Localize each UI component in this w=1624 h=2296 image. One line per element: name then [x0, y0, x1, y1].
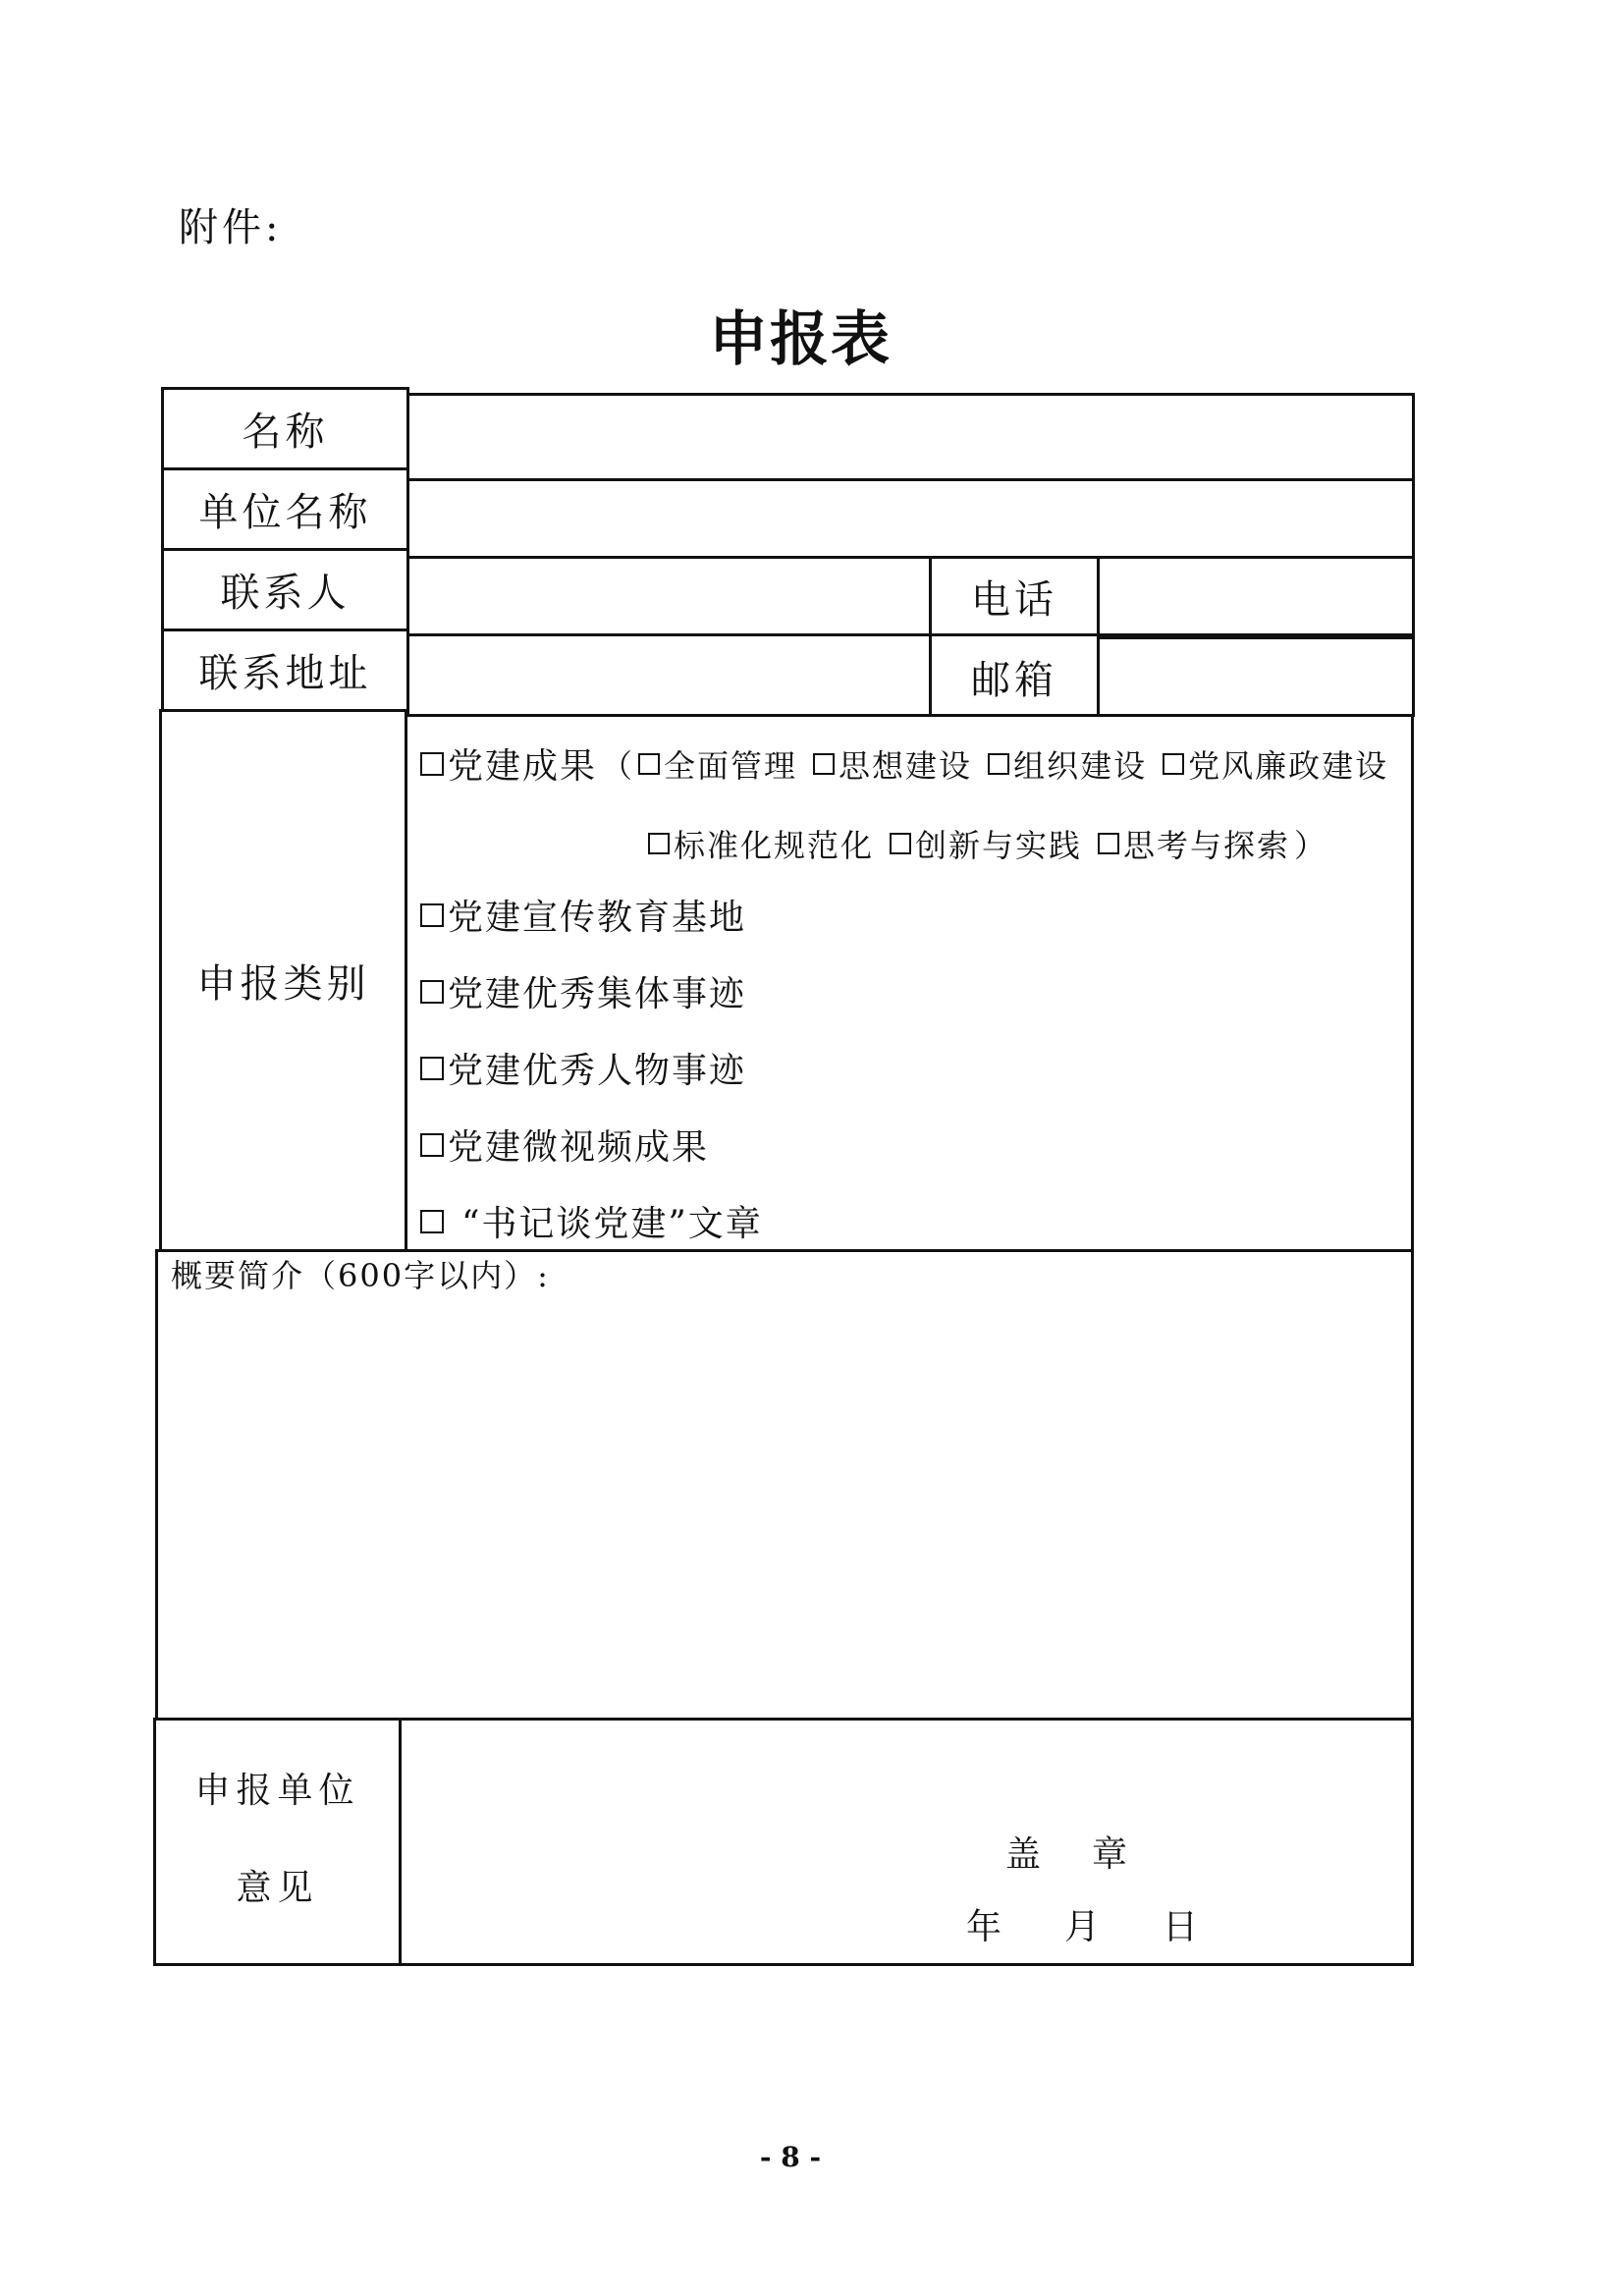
- sub-option-label: 思考与探索: [1123, 827, 1291, 864]
- category-label: 申报类别: [196, 961, 370, 1007]
- name-input-cell[interactable]: [406, 393, 1415, 481]
- sub-option-standardization[interactable]: [648, 821, 874, 866]
- seal-year-label: 年: [966, 1907, 1002, 1947]
- contact-input-cell[interactable]: [406, 556, 932, 636]
- category-option-party-results[interactable]: [420, 738, 1388, 789]
- sub-option-ideological-building[interactable]: [813, 741, 972, 787]
- sub-option-label: 思想建设: [839, 746, 973, 785]
- category-option-label: 党建宣传教育基地: [448, 898, 747, 938]
- contact-label: 联系人: [220, 571, 351, 616]
- name-label: 名称: [242, 410, 329, 455]
- page-number: - 8 -: [759, 2141, 822, 2173]
- checkbox-icon[interactable]: [420, 1057, 444, 1080]
- summary-label: 概要简介（600字以内）:: [171, 1257, 550, 1294]
- paren-open: （: [601, 746, 635, 785]
- category-option-label: 党建微视频成果: [448, 1127, 710, 1168]
- checkbox-icon[interactable]: [890, 833, 911, 854]
- attachment-label: 附件:: [179, 205, 283, 250]
- category-option-collective-deeds[interactable]: [420, 966, 746, 1016]
- phone-label: 电话: [971, 576, 1057, 623]
- sub-option-thinking-exploration[interactable]: [1098, 821, 1290, 866]
- address-label: 联系地址: [198, 651, 372, 696]
- sub-option-comprehensive-management[interactable]: [638, 741, 797, 787]
- paren-close: ）: [1294, 827, 1328, 864]
- opinion-label-cell: [153, 1718, 402, 1966]
- checkbox-icon[interactable]: [420, 1133, 444, 1157]
- sub-option-organizational-building[interactable]: [988, 741, 1147, 787]
- category-option-education-base[interactable]: [420, 890, 746, 940]
- opinion-label-line2: 意见: [236, 1867, 319, 1908]
- opinion-label-line1: 申报单位: [194, 1770, 360, 1811]
- email-label: 邮箱: [971, 657, 1057, 703]
- sub-option-label: 党风廉政建设: [1188, 746, 1389, 785]
- category-option-individual-deeds[interactable]: [420, 1043, 746, 1093]
- checkbox-icon[interactable]: [813, 753, 835, 775]
- email-input-cell[interactable]: [1097, 636, 1415, 717]
- sub-option-innovation-practice[interactable]: [890, 821, 1082, 866]
- summary-cell[interactable]: [155, 1249, 1414, 1721]
- category-option-label: “书记谈党建”文章: [461, 1204, 763, 1244]
- checkbox-icon[interactable]: [420, 980, 444, 1004]
- category-option-label: 党建优秀集体事迹: [448, 974, 747, 1014]
- category-option-label: 党建优秀人物事迹: [448, 1051, 747, 1091]
- seal-stamp-label: 盖 章: [1005, 1834, 1136, 1875]
- sub-option-integrity-building[interactable]: [1163, 741, 1388, 787]
- form-title: 申报表: [709, 305, 892, 374]
- checkbox-icon[interactable]: [420, 752, 444, 776]
- seal-month-label: 月: [1064, 1907, 1101, 1947]
- sub-option-label: 组织建设: [1013, 746, 1148, 785]
- sub-option-label: 标准化规范化: [674, 827, 875, 864]
- category-sub-options-row2: [648, 821, 1331, 866]
- checkbox-icon[interactable]: [638, 753, 660, 775]
- address-input-cell[interactable]: [406, 633, 932, 717]
- unit-name-input-cell[interactable]: [406, 478, 1415, 559]
- unit-name-label: 单位名称: [198, 490, 372, 535]
- category-option-secretary-article[interactable]: [420, 1196, 763, 1246]
- sub-option-label: 全面管理: [664, 746, 798, 785]
- category-option-micro-video[interactable]: [420, 1120, 709, 1170]
- sub-option-label: 创新与实践: [915, 827, 1083, 864]
- checkbox-icon[interactable]: [420, 903, 444, 927]
- checkbox-icon[interactable]: [1163, 753, 1184, 775]
- opinion-input-cell[interactable]: [399, 1718, 1414, 1966]
- seal-day-label: 日: [1163, 1907, 1199, 1947]
- checkbox-icon[interactable]: [1098, 833, 1119, 854]
- checkbox-icon[interactable]: [420, 1210, 444, 1233]
- checkbox-icon[interactable]: [648, 833, 670, 854]
- phone-input-cell[interactable]: [1097, 556, 1415, 636]
- checkbox-icon[interactable]: [988, 753, 1009, 775]
- category-option-label: 党建成果: [448, 746, 598, 787]
